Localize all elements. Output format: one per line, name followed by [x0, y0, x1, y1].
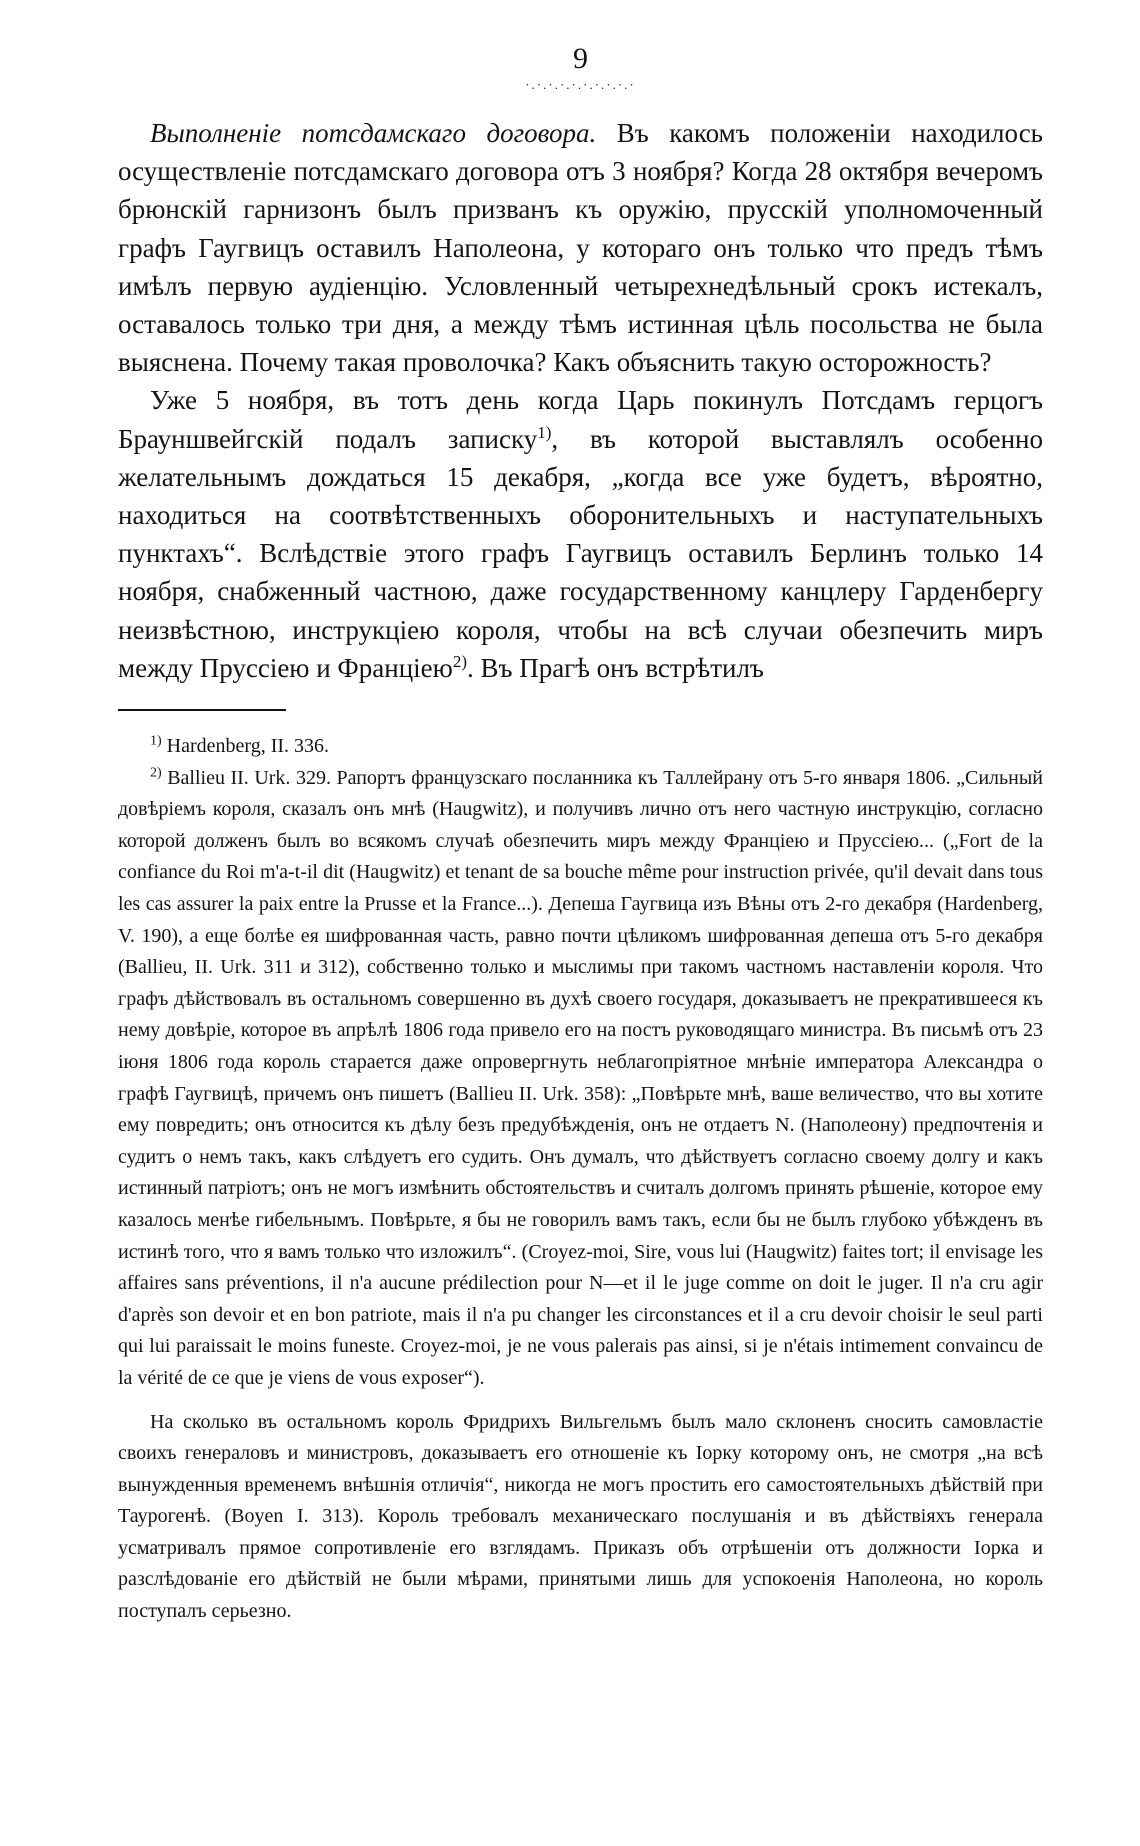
main-paragraph-2	[118, 381, 1043, 687]
paragraph-2-text-part-3: . Въ Прагѣ онъ встрѣтилъ	[466, 652, 764, 683]
footnote-1	[118, 731, 1043, 763]
paragraph-2-text-part-2: , въ которой выставлялъ особенно желательнымъ дождаться 15 декабря, „когда все уже будетъ, вѣроятно, находиться на соотвѣтственныхъ оборонительныхъ и наступательныхъ пунктахъ“. Вслѣдствіе этого графъ Гаугвицъ оставилъ Берлинъ только 14 ноября, снабженный частною, даже государственному канцлеру Гарденбергу неизвѣстною, инструкціею короля, чтобы на всѣ случаи обезпечить миръ между Пруссіею и Франціею	[118, 423, 1043, 683]
main-paragraph-1	[118, 114, 1043, 381]
footnote-reference-2[interactable]: 2)	[452, 651, 467, 671]
paragraph-1-text: Въ какомъ положеніи находилось осуществленіе потсдамскаго договора отъ 3 ноября? Когда 28 октября вечеромъ брюнскій гарнизонъ былъ призванъ къ оружію, прусскій уполномоченный графъ Гаугвицъ оставилъ Наполеона, у котораго онъ только что предъ тѣмъ имѣлъ первую аудіенцію. Условленный четырехнедѣльный срокъ истекалъ, оставалось только три дня, а между тѣмъ истинная цѣль посольства не была выяснена. Почему такая проволочка? Какъ объяснить такую осторожность?	[118, 118, 1043, 378]
footnote-2	[118, 763, 1043, 1395]
footnote-1-text: Hardenberg, II. 336.	[161, 735, 330, 758]
footnote-continuation-paragraph	[118, 1407, 1043, 1628]
paragraph-2-text-part-1: Уже 5 ноября, въ тотъ день когда Царь покинулъ Потсдамъ герцогъ Брауншвейгскій подалъ записку	[118, 385, 1043, 454]
book-page	[118, 42, 1043, 1628]
section-title: Выполненіе потсдамскаго договора.	[150, 118, 597, 148]
footnote-divider	[118, 709, 286, 711]
page-number: 9	[573, 42, 588, 75]
footnote-1-mark: 1)	[150, 733, 162, 749]
page-number-ornament: ·.·.·.·.·.·.·.·.·.·	[525, 77, 636, 92]
footnote-continuation-text: На сколько въ остальномъ король Фридрихъ Вильгельмъ былъ мало склоненъ сносить самовластіе своихъ генераловъ и министровъ, доказываетъ его отношеніе къ Іорку которому онъ, не смотря „на всѣ вынужденныя временемъ внѣшнія отличія“, никогда не могъ простить его самостоятельныхъ дѣйствій при Таурогенѣ. (Boyen I. 313). Король требовалъ механическаго послушанія и въ дѣйствіяхъ генерала усматривалъ прямое сопротивленіе его взглядамъ. Приказъ объ отрѣшеніи отъ должности Іорка и разслѣдованіе его дѣйствій не были мѣрами, принятыми лишь для успокоенія Наполеона, но король поступалъ серьезно.	[118, 1410, 1043, 1623]
footnote-2-text: Ballieu II. Urk. 329. Рапортъ французскаго посланника къ Таллейрану отъ 5-го января 1806. „Сильный довѣріемъ короля, сказалъ онъ мнѣ (Haugwitz), и получивъ лично отъ него частную инструкцію, согласно которой долженъ былъ во всякомъ случаѣ обезпечить миръ между Франціею и Пруссіею... („Fort de la confiance du Roi m'a-t-il dit (Haugwitz) et tenant de sa bouche même pour instruction privée, qu'il devait dans tous les cas assurer la paix entre la Prusse et la France...). Депеша Гаугвица изъ Вѣны отъ 2-го декабря (Hardenberg, V. 190), а еще болѣе ея шифрованная часть, равно почти цѣликомъ шифрованная депеша отъ 5-го декабря (Ballieu, II. Urk. 311 и 312), собственно только и мыслимы при такомъ частномъ наставленіи короля. Что графъ дѣйствовалъ въ остальномъ совершенно въ духѣ своего государя, доказываетъ не прекратившееся къ нему довѣріе, которое въ апрѣлѣ 1806 года привело его на постъ руководящаго министра. Въ письмѣ отъ 23 іюня 1806 года король старается даже опровергнуть неблагопріятное мнѣніе императора Александра о графѣ Гаугвицѣ, причемъ онъ пишетъ (Ballieu II. Urk. 358): „Повѣрьте мнѣ, ваше величество, что вы хотите ему повредить; онъ относится къ дѣлу безъ предубѣжденія, онъ не отдаетъ N. (Наполеону) предпочтенія и судитъ о немъ такъ, какъ слѣдуетъ его судить. Онъ думалъ, что дѣйствуетъ согласно своему долгу и какъ истинный патріотъ; онъ не могъ измѣнить обстоятельствъ и считалъ долгомъ принять рѣшеніе, которое ему казалось менѣе гибельнымъ. Повѣрьте, я бы не говорилъ вамъ такъ, если бы не былъ глубоко убѣжденъ въ истинѣ того, что я вамъ только что изложилъ“. (Croyez-moi, Sire, vous lui (Haugwitz) faites tort; il envisage les affaires sans préventions, il n'a aucune prédilection pour N—et il le juge comme on doit le juger. Il n'a cru agir d'après son devoir et en bon patriote, mais il n'a pu changer les circonstances et il a cru devoir choisir le seul parti qui lui paraissait le moins funeste. Croyez-moi, je ne vous palerais pas ainsi, si je n'étais intimement convaincu de la vérité de ce que je viens de vous exposer“).	[118, 766, 1043, 1389]
footnote-reference-1[interactable]: 1)	[537, 422, 552, 442]
footnote-2-mark: 2)	[150, 764, 162, 780]
